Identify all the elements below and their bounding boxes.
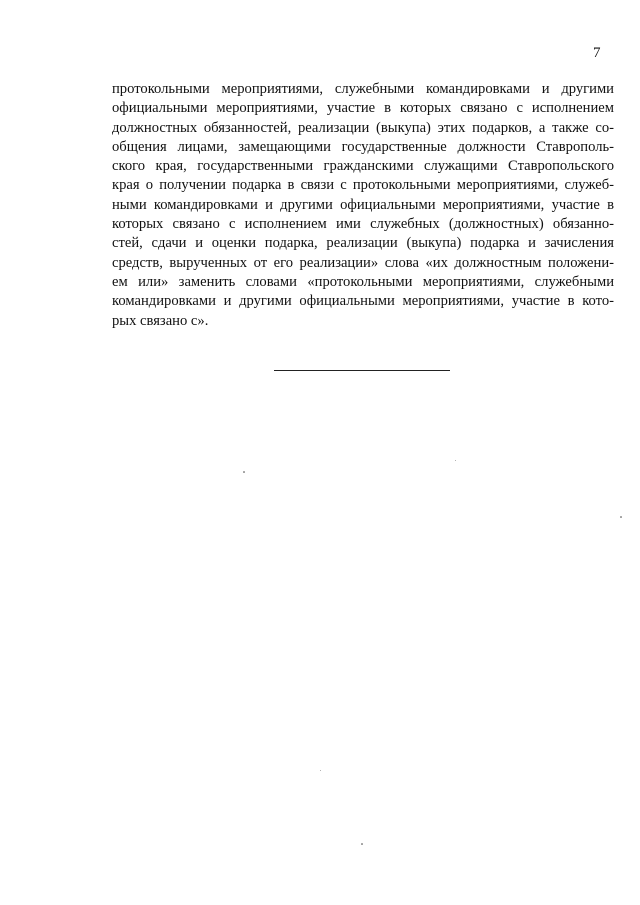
paragraph <box>112 80 614 331</box>
scan-speck <box>320 770 321 771</box>
paragraph-line: которых связано с исполнением ими служебных (должностных) обязанно- <box>112 216 614 233</box>
paragraph-line: ными командировками и другими официальными мероприятиями, участие в <box>112 196 614 213</box>
paragraph-line: ского края, государственными гражданскими служащими Ставропольского <box>112 158 614 175</box>
end-divider <box>274 370 450 371</box>
paragraph-line: края о получении подарка в связи с протокольными мероприятиями, служеб- <box>112 177 614 194</box>
paragraph-line: официальными мероприятиями, участие в которых связано с исполнением <box>112 100 614 117</box>
paragraph-line: должностных обязанностей, реализации (выкупа) этих подарков, а также со- <box>112 119 614 136</box>
paragraph-line: стей, сдачи и оценки подарка, реализации (выкупа) подарка и зачисления <box>112 235 614 252</box>
page-number: 7 <box>593 45 601 61</box>
scan-speck <box>455 460 456 461</box>
paragraph-line: рых связано с». <box>112 312 209 329</box>
scan-speck <box>361 843 363 845</box>
scan-speck <box>620 516 622 518</box>
paragraph-line: протокольными мероприятиями, служебными командировками и другими <box>112 81 614 97</box>
paragraph-line: ем или» заменить словами «протокольными мероприятиями, служебными <box>112 273 614 290</box>
scan-speck <box>243 471 245 473</box>
paragraph-line: средств, вырученных от его реализации» слова «их должностным положени- <box>112 254 614 271</box>
paragraph-line: командировками и другими официальными мероприятиями, участие в кото- <box>112 293 614 310</box>
paragraph-line: общения лицами, замещающими государственные должности Ставрополь- <box>112 138 614 155</box>
